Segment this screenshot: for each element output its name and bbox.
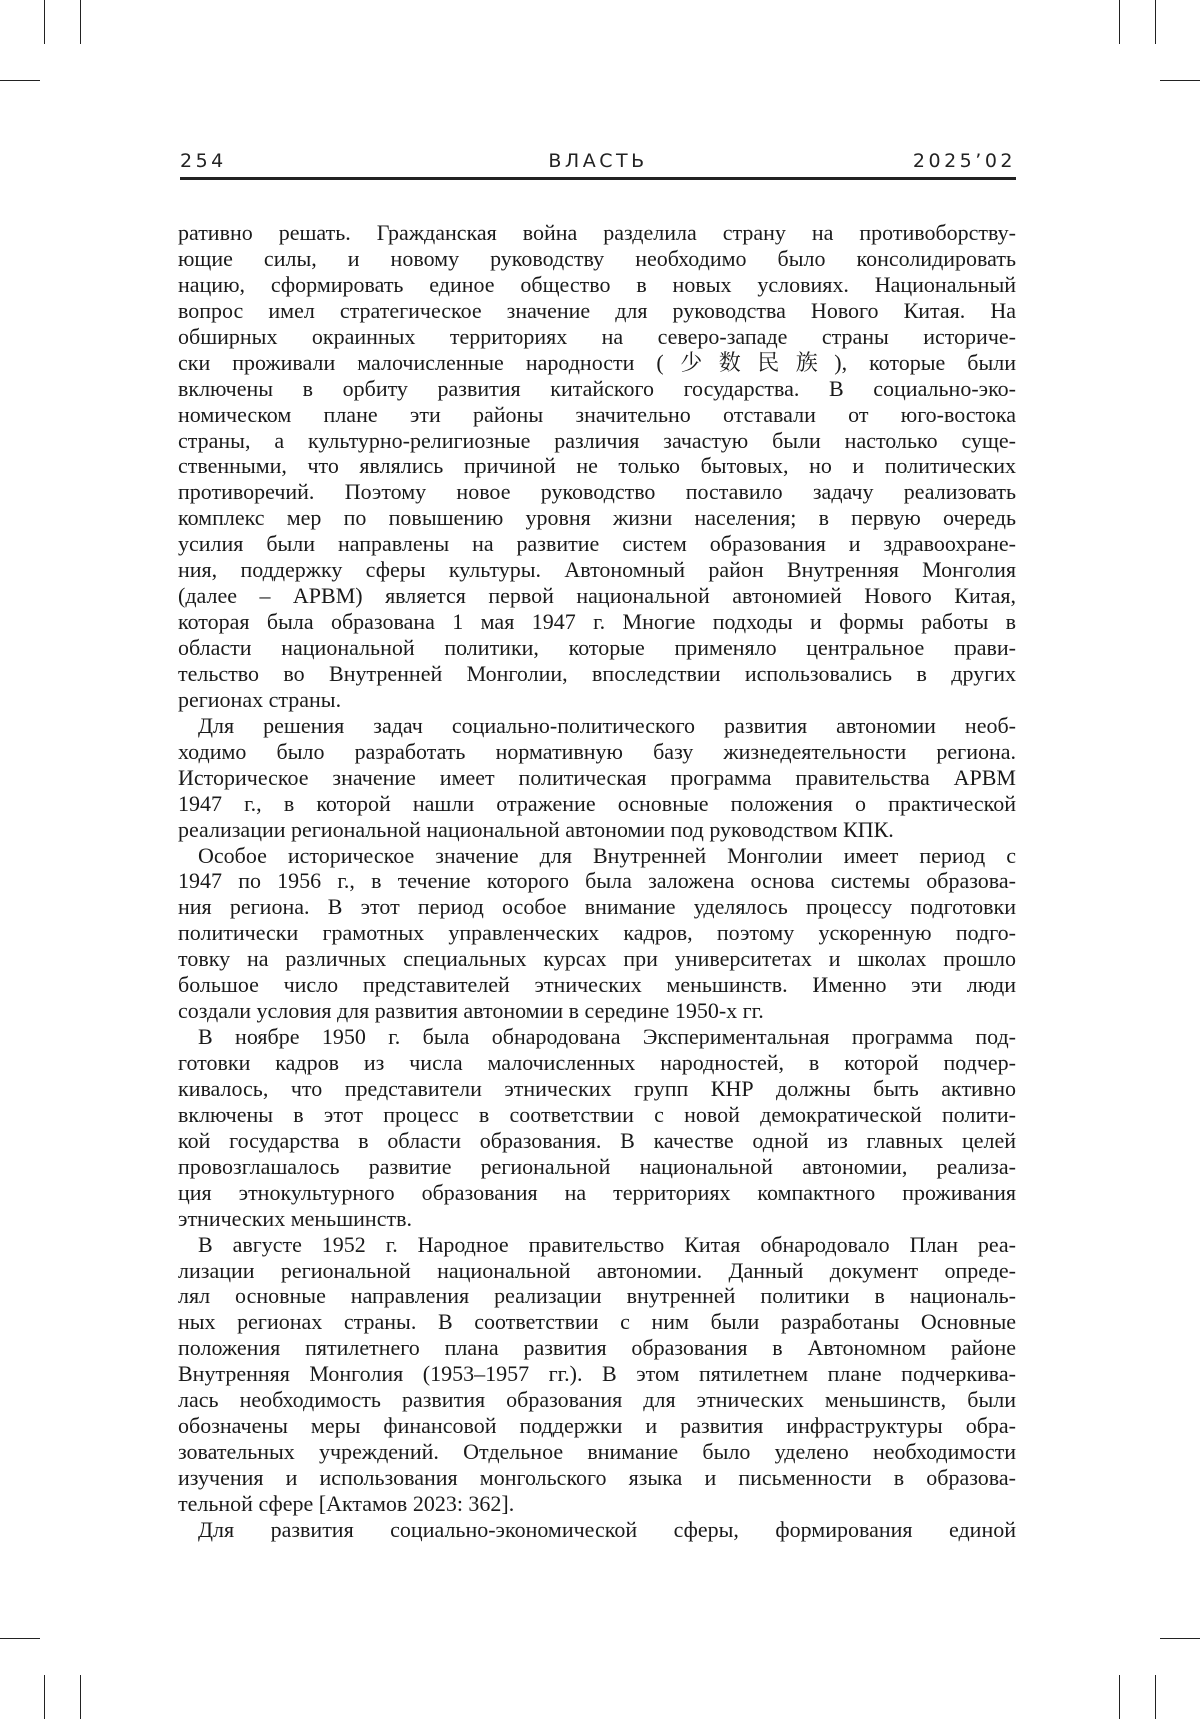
crop-mark-bottom-right-horizontal bbox=[1160, 1638, 1200, 1639]
running-header bbox=[180, 150, 1016, 174]
text-line: изучения и использования монгольского языка и письменности в образова- bbox=[178, 1465, 1016, 1491]
text-line: провозглашалось развитие региональной национальной автономии, реализа- bbox=[178, 1154, 1016, 1180]
text-line: усилия были направлены на развитие систем образования и здравоохране- bbox=[178, 531, 1016, 557]
text-line: (далее – АРВМ) является первой национальной автономией Нового Китая, bbox=[178, 583, 1016, 609]
text-line: кивалось, что представители этнических групп КНР должны быть активно bbox=[178, 1076, 1016, 1102]
text-line: реализации региональной национальной автономии под руководством КПК. bbox=[178, 817, 1016, 843]
text-line: включены в орбиту развития китайского государства. В социально-эко- bbox=[178, 376, 1016, 402]
crop-mark-top-left-horizontal bbox=[0, 80, 40, 81]
text-line: Внутренняя Монголия (1953–1957 гг.). В этом пятилетнем плане подчеркива- bbox=[178, 1361, 1016, 1387]
text-line: обширных окраинных территориях на северо-западе страны историче- bbox=[178, 324, 1016, 350]
text-line: товку на различных специальных курсах при университетах и школах прошло bbox=[178, 946, 1016, 972]
text-line: создали условия для развития автономии в середине 1950-х гг. bbox=[178, 998, 1016, 1024]
crop-mark-bottom-left-vertical bbox=[44, 1675, 45, 1719]
text-line: включены в этот процесс в соответствии с новой демократической полити- bbox=[178, 1102, 1016, 1128]
text-line: политически грамотных управленческих кадров, поэтому ускоренную подго- bbox=[178, 920, 1016, 946]
text-line: противоречий. Поэтому новое руководство поставило задачу реализовать bbox=[178, 479, 1016, 505]
text-line: лизации региональной национальной автономии. Данный документ опреде- bbox=[178, 1258, 1016, 1284]
page-number: 254 bbox=[180, 150, 227, 172]
text-line: обозначены меры финансовой поддержки и развития инфраструктуры обра- bbox=[178, 1413, 1016, 1439]
text-line: которая была образована 1 мая 1947 г. Многие подходы и формы работы в bbox=[178, 609, 1016, 635]
text-line: номическом плане эти районы значительно отставали от юго-востока bbox=[178, 402, 1016, 428]
crop-mark-top-left-vertical-inner bbox=[80, 0, 81, 44]
crop-mark-top-right-vertical bbox=[1155, 0, 1156, 44]
text-line: ния региона. В этот период особое внимание уделялось процессу подготовки bbox=[178, 894, 1016, 920]
text-line: Для развития социально-экономической сферы, формирования единой bbox=[178, 1517, 1016, 1543]
crop-mark-bottom-left-vertical-inner bbox=[80, 1675, 81, 1719]
text-line: В августе 1952 г. Народное правительство Китая обнародовало План реа- bbox=[178, 1232, 1016, 1258]
text-line: ски проживали малочисленные народности (少数民族), которые были bbox=[178, 350, 1016, 376]
text-line: вопрос имел стратегическое значение для руководства Нового Китая. На bbox=[178, 298, 1016, 324]
text-line: большое число представителей этнических меньшинств. Именно эти люди bbox=[178, 972, 1016, 998]
text-line: Особое историческое значение для Внутренней Монголии имеет период с bbox=[178, 843, 1016, 869]
crop-mark-top-left-vertical bbox=[44, 0, 45, 44]
text-line: регионах страны. bbox=[178, 687, 1016, 713]
text-line: страны, а культурно-религиозные различия зачастую были настолько суще- bbox=[178, 428, 1016, 454]
text-line: ния, поддержку сферы культуры. Автономный район Внутренняя Монголия bbox=[178, 557, 1016, 583]
text-line: зовательных учреждений. Отдельное внимание было уделено необходимости bbox=[178, 1439, 1016, 1465]
text-line: лял основные направления реализации внутренней политики в националь- bbox=[178, 1283, 1016, 1309]
text-line: комплекс мер по повышению уровня жизни населения; в первую очередь bbox=[178, 505, 1016, 531]
text-line: 1947 по 1956 г., в течение которого была заложена основа системы образова- bbox=[178, 868, 1016, 894]
text-line: ных регионах страны. В соответствии с ним были разработаны Основные bbox=[178, 1309, 1016, 1335]
text-line: тельство во Внутренней Монголии, впоследствии использовались в других bbox=[178, 661, 1016, 687]
text-line: В ноябре 1950 г. была обнародована Экспериментальная программа под- bbox=[178, 1024, 1016, 1050]
text-line: тельной сфере [Актамов 2023: 362]. bbox=[178, 1491, 1016, 1517]
issue-number: 2025’02 bbox=[913, 150, 1016, 172]
text-line: ция этнокультурного образования на территориях компактного проживания bbox=[178, 1180, 1016, 1206]
text-line: Для решения задач социально-политического развития автономии необ- bbox=[178, 713, 1016, 739]
text-line: нацию, сформировать единое общество в новых условиях. Национальный bbox=[178, 272, 1016, 298]
body-text bbox=[178, 220, 1016, 1543]
text-line: ственными, что являлись причиной не только бытовых, но и политических bbox=[178, 453, 1016, 479]
text-line: ющие силы, и новому руководству необходимо было консолидировать bbox=[178, 246, 1016, 272]
crop-mark-bottom-right-vertical bbox=[1155, 1675, 1156, 1719]
text-line: Историческое значение имеет политическая программа правительства АРВМ bbox=[178, 765, 1016, 791]
crop-mark-bottom-right-vertical-inner bbox=[1119, 1675, 1120, 1719]
crop-mark-bottom-left-horizontal bbox=[0, 1638, 40, 1639]
text-line: готовки кадров из числа малочисленных народностей, в которой подчер- bbox=[178, 1050, 1016, 1076]
text-line: области национальной политики, которые применяло центральное прави- bbox=[178, 635, 1016, 661]
text-line: лась необходимость развития образования для этнических меньшинств, были bbox=[178, 1387, 1016, 1413]
crop-mark-top-right-vertical-inner bbox=[1119, 0, 1120, 44]
text-line: положения пятилетнего плана развития образования в Автономном районе bbox=[178, 1335, 1016, 1361]
crop-mark-top-right-horizontal bbox=[1160, 80, 1200, 81]
text-line: 1947 г., в которой нашли отражение основные положения о практической bbox=[178, 791, 1016, 817]
journal-title: ВЛАСТЬ bbox=[180, 150, 1016, 172]
text-line: кой государства в области образования. В качестве одной из главных целей bbox=[178, 1128, 1016, 1154]
text-line: ходимо было разработать нормативную базу жизнедеятельности региона. bbox=[178, 739, 1016, 765]
header-rule bbox=[180, 177, 1016, 180]
text-line: ративно решать. Гражданская война разделила страну на противоборству- bbox=[178, 220, 1016, 246]
text-line: этнических меньшинств. bbox=[178, 1206, 1016, 1232]
